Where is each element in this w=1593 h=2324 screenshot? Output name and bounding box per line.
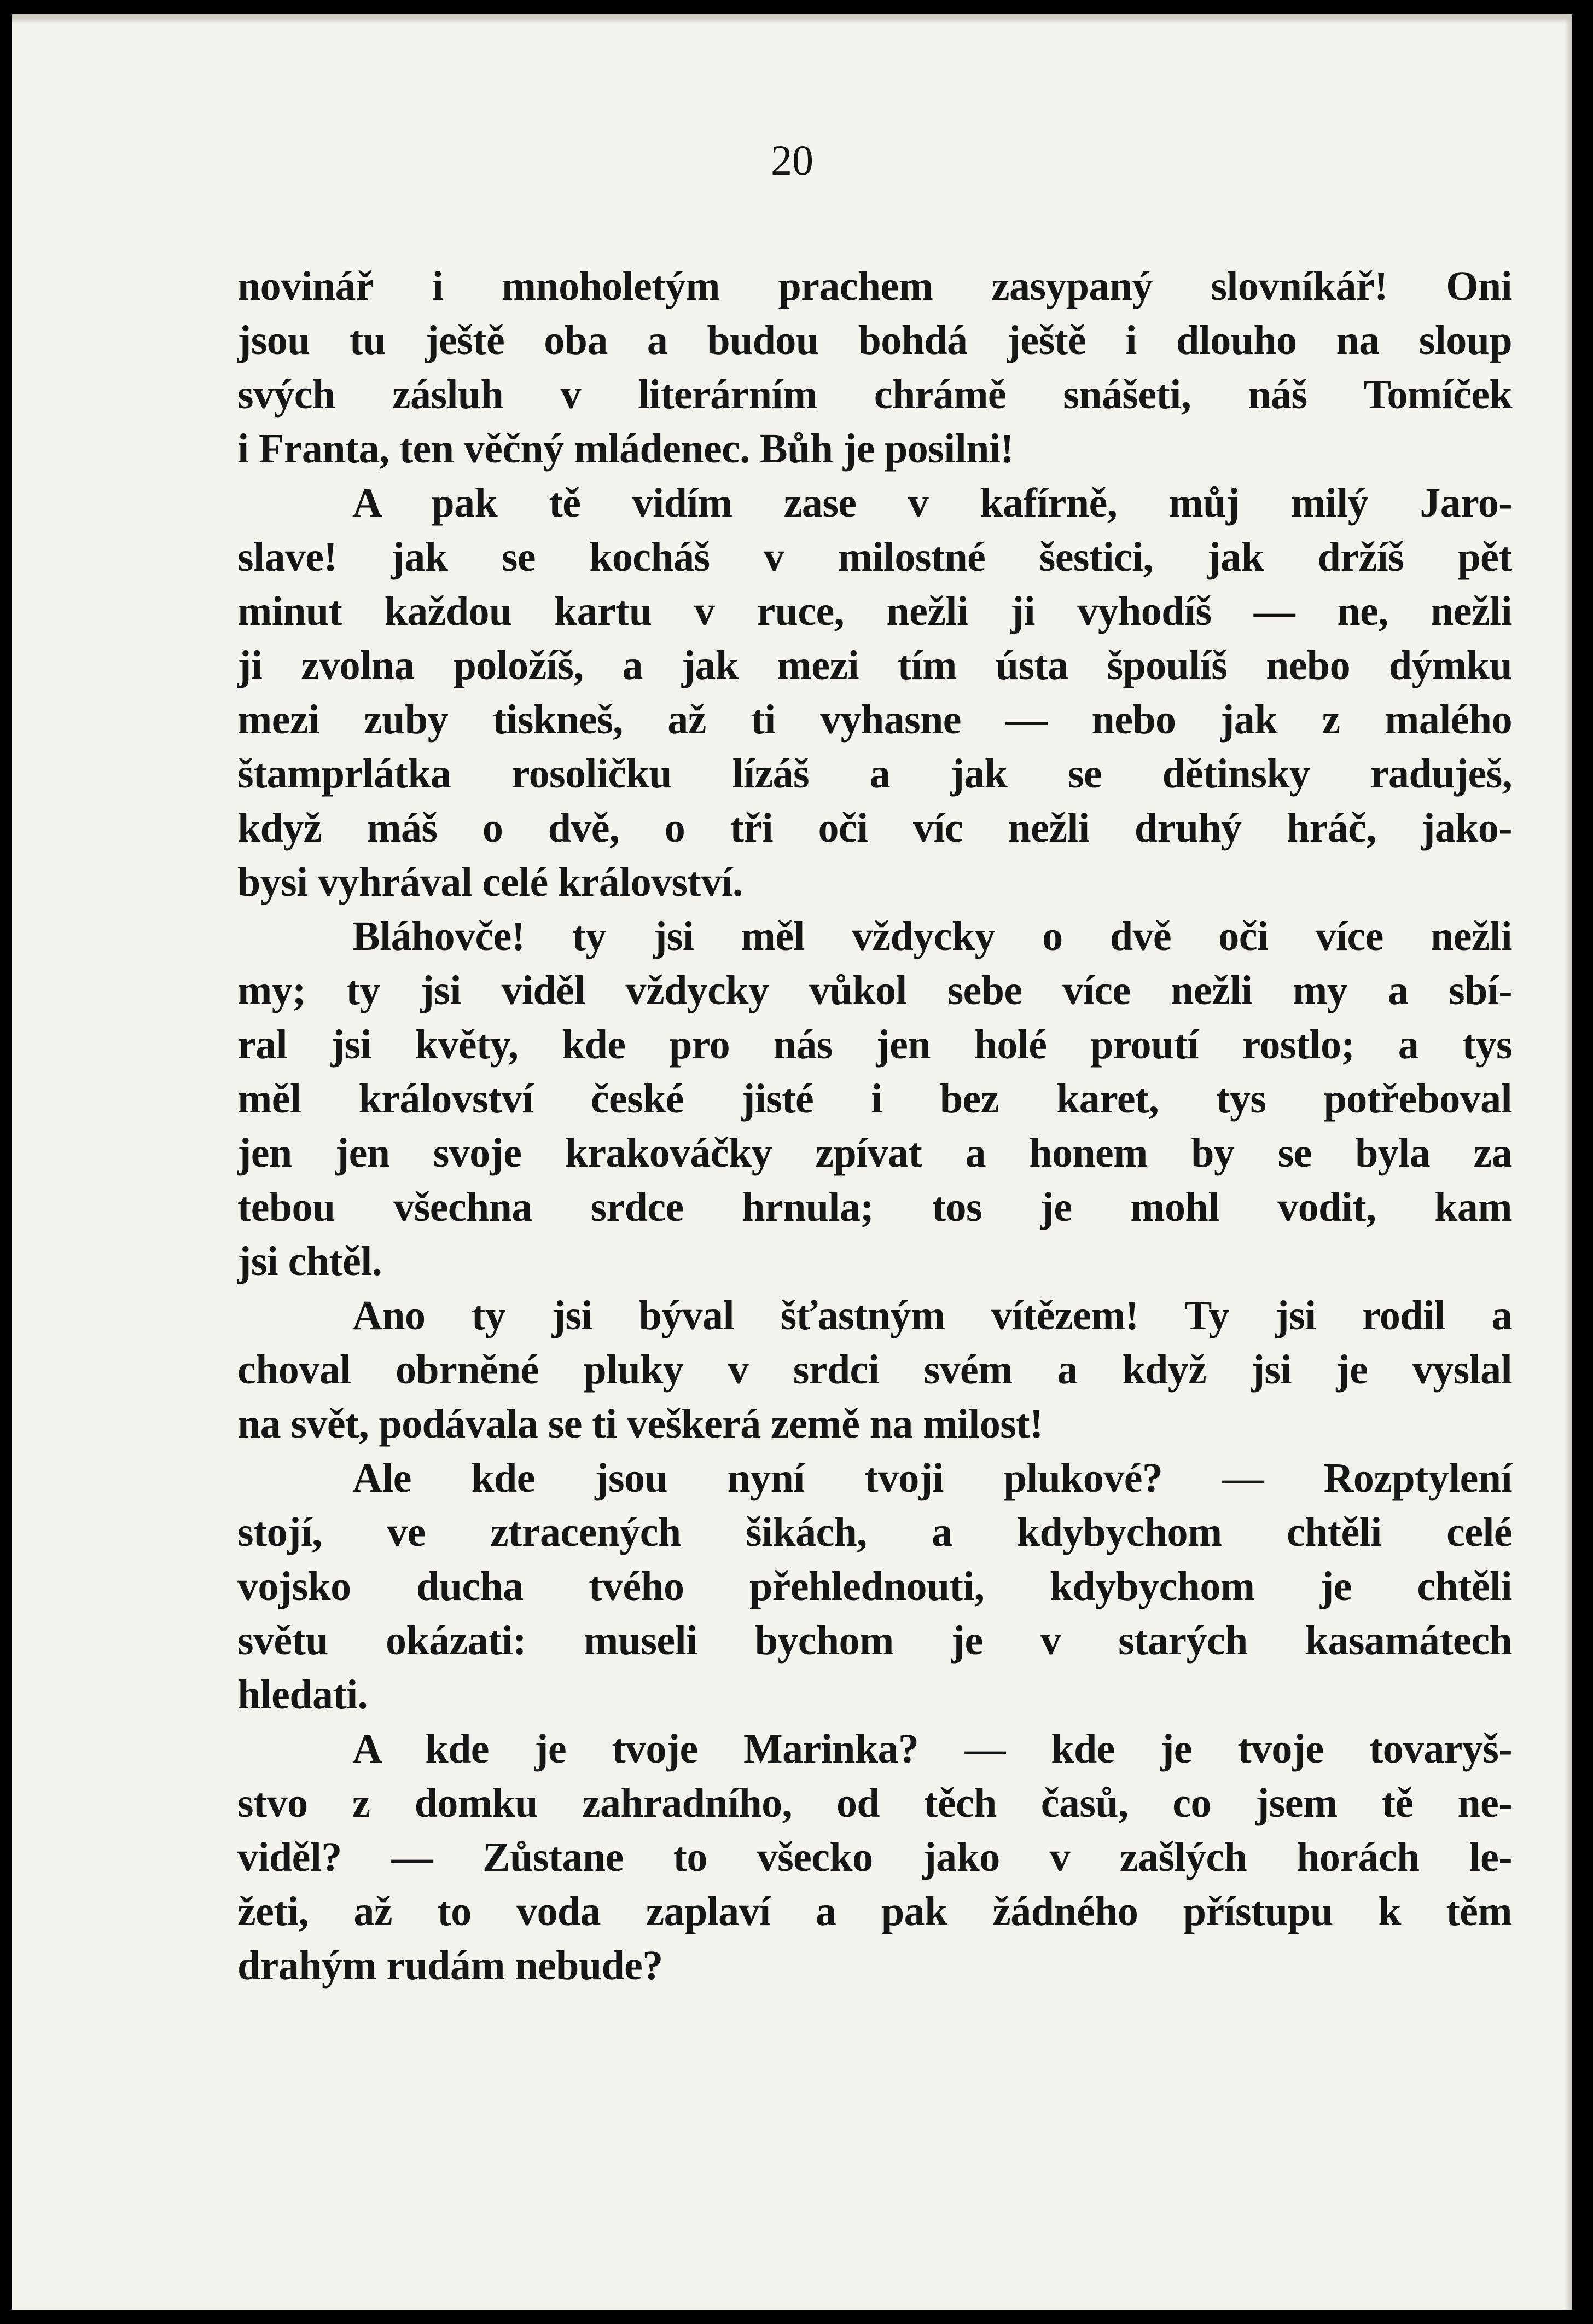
page-right-shadow [1565,14,1572,2310]
text-line: ral jsi květy, kde pro nás jen holé proutí rostlo; a tys [237,1022,1512,1068]
book-page [12,14,1572,2310]
text-line: stvo z domku zahradního, od těch časů, co jsem tě ne- [237,1780,1512,1826]
text-line: drahým rudám nebude? [237,1943,663,1989]
text-line: ji zvolna položíš, a jak mezi tím ústa špoulíš nebo dýmku [237,642,1512,688]
text-line: jen jen svoje krakováčky zpívat a honem by se byla za [237,1130,1512,1176]
text-line: hledati. [237,1672,368,1718]
text-line: žeti, až to voda zaplaví a pak žádného přístupu k těm [237,1888,1512,1934]
text-line: jsi chtěl. [237,1238,382,1284]
text-line: A kde je tvoje Marinka? — kde je tvoje tovaryš- [352,1726,1512,1772]
text-line: mezi zuby tiskneš, až ti vyhasne — nebo jak z malého [237,697,1512,743]
text-line: na svět, podávala se ti veškerá země na milost! [237,1401,1043,1447]
page-top-shadow [12,14,1572,24]
text-line: my; ty jsi viděl vždycky vůkol sebe více nežli my a sbí- [237,967,1512,1013]
text-line: světu okázati: museli bychom je v starých kasamátech [237,1618,1512,1664]
page-number: 20 [771,136,813,184]
text-line: Ano ty jsi býval šťastným vítězem! Ty jsi rodil a [352,1293,1512,1338]
text-line: bysi vyhrával celé království. [237,859,743,905]
text-line: svých zásluh v literárním chrámě snášeti, náš Tomíček [237,372,1512,418]
text-line: choval obrněné pluky v srdci svém a když jsi je vyslal [237,1347,1512,1393]
text-line: štamprlátka rosoličku lízáš a jak se dětinsky raduješ, [237,751,1512,797]
text-line: tebou všechna srdce hrnula; tos je mohl vodit, kam [237,1184,1512,1230]
text-line: slave! jak se kocháš v milostné šestici, jak držíš pět [237,534,1512,580]
text-line: A pak tě vidím zase v kafírně, můj milý Jaro- [352,480,1512,526]
text-line: minut každou kartu v ruce, nežli ji vyhodíš — ne, nežli [237,588,1512,634]
text-line: Bláhovče! ty jsi měl vždycky o dvě oči více nežli [352,913,1512,959]
text-line: novinář i mnoholetým prachem zasypaný slovníkář! Oni [237,263,1512,309]
text-line: Ale kde jsou nyní tvoji plukové? — Rozptylení [352,1455,1512,1501]
text-line: i Franta, ten věčný mládenec. Bůh je posilni! [237,426,1014,472]
body-text [237,259,1512,1993]
text-line: měl království české jisté i bez karet, tys potřeboval [237,1076,1512,1122]
text-line: vojsko ducha tvého přehlednouti, kdybychom je chtěli [237,1563,1512,1609]
text-line: když máš o dvě, o tři oči víc nežli druhý hráč, jako- [237,805,1512,851]
text-line: stojí, ve ztracených šikách, a kdybychom chtěli celé [237,1509,1512,1555]
text-line: jsou tu ještě oba a budou bohdá ještě i dlouho na sloup [237,317,1512,363]
text-line: viděl? — Zůstane to všecko jako v zašlých horách le- [237,1834,1512,1880]
